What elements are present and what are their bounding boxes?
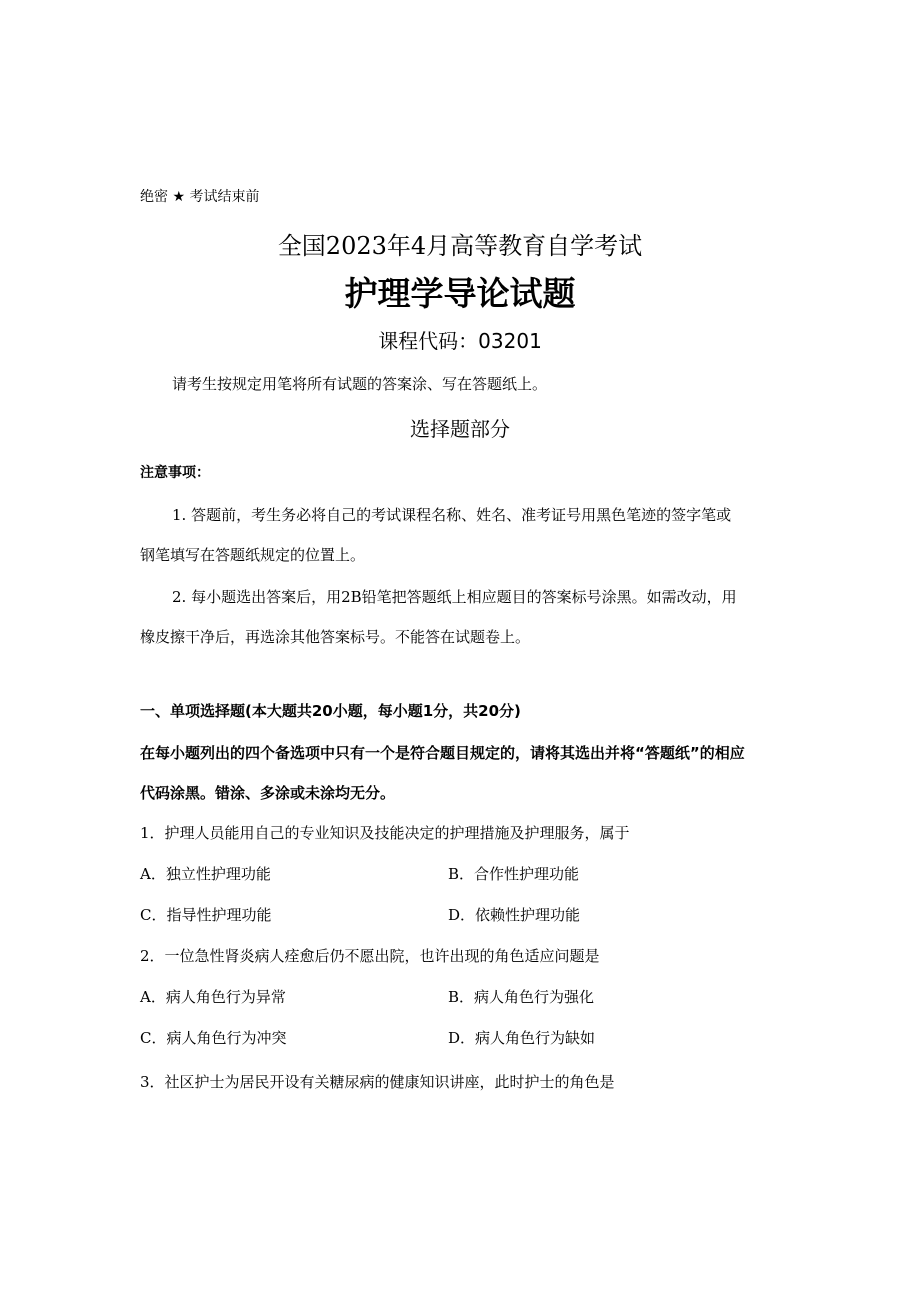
part-1-description-line-2: 代码涂黑。错涂、多涂或未涂均无分。 [140,784,396,802]
subject-title: 护理学导论试题 [344,274,576,313]
question-2-option-d: D．病人角色行为缺如 [448,1029,596,1047]
note-1-line-2: 钢笔填写在答题纸规定的位置上。 [140,546,366,564]
exam-title: 全国2023年4月高等教育自学考试 [277,232,643,260]
part-1-heading: 一、单项选择题(本大题共20小题，每小题1分，共20分) [140,702,521,720]
note-1-line-1: 1. 答题前，考生务必将自己的考试课程名称、姓名、准考证号用黑色笔迹的签字笔或 [172,506,732,524]
question-1-option-b: B．合作性护理功能 [448,865,580,883]
question-2-option-c: C．病人角色行为冲突 [140,1029,287,1047]
question-1-option-a: A．独立性护理功能 [140,865,271,883]
question-1-stem: 1．护理人员能用自己的专业知识及技能决定的护理措施及护理服务，属于 [140,824,630,842]
question-2-option-b: B．病人角色行为强化 [448,988,595,1006]
confidential-mark: 绝密 ★ 考试结束前 [140,189,260,205]
question-2-option-a: A．病人角色行为异常 [140,988,286,1006]
answer-instruction: 请考生按规定用笔将所有试题的答案涂、写在答题纸上。 [172,375,548,393]
question-2-stem: 2．一位急性肾炎病人痊愈后仍不愿出院，也许出现的角色适应问题是 [140,947,600,965]
question-1-option-d: D．依赖性护理功能 [448,906,581,924]
note-2-line-2: 橡皮擦干净后，再选涂其他答案标号。不能答在试题卷上。 [140,628,531,646]
note-2-line-1: 2. 每小题选出答案后，用2B铅笔把答题纸上相应题目的答案标号涂黑。如需改动，用 [172,588,737,606]
course-code: 课程代码：03201 [378,329,542,353]
question-1-option-c: C．指导性护理功能 [140,906,272,924]
notes-heading: 注意事项： [140,465,210,481]
part-1-description-line-1: 在每小题列出的四个备选项中只有一个是符合题目规定的，请将其选出并将“答题纸”的相应 [140,744,745,762]
section-heading: 选择题部分 [410,417,510,441]
question-3-stem: 3．社区护士为居民开设有关糖尿病的健康知识讲座，此时护士的角色是 [140,1073,615,1091]
